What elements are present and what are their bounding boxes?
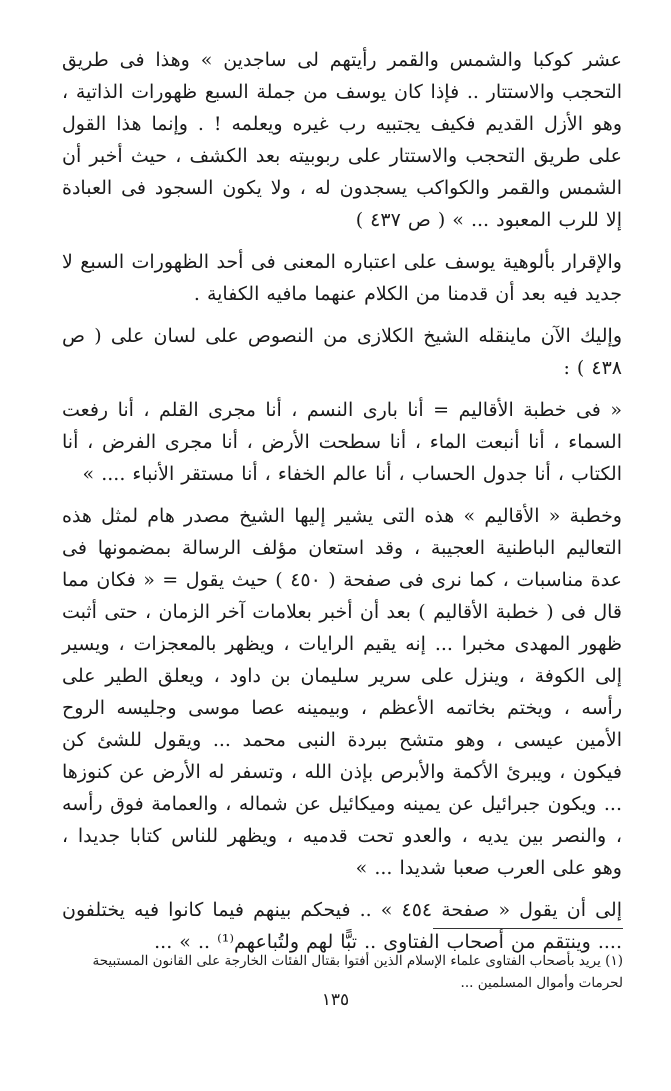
footnote: (١) يريد بأصحاب الفتاوى علماء الإسلام الذين أفتوا بقتال الفئات الخارجة على القانون المستبيحة لحرمات وأموال المسلمين ... (92, 952, 623, 991)
footnote-divider (433, 928, 623, 929)
paragraph-3: وإليك الآن ماينقله الشيخ الكلازى من النصوص على لسان على ( ص ٤٣٨ ) : (62, 325, 622, 379)
page-number: ١٣٥ (321, 990, 350, 1010)
paragraph-5: وخطبة « الأقاليم » هذه التى يشير إليها الشيخ مصدر هام لمثل هذه التعاليم الباطنية العجيبة ، وقد استعان مؤلف الرسالة بمضمونها فى عدة مناسبات ، كما نرى فى صفحة ( ٤٥٠ ) حيث يقول = « فكان مما قال فى ( خطبة الأقاليم ) بعد أن أخبر بعلامات آخر الزمان ، حتى أثبت ظهور المهدى مخبرا ... إنه يقيم الرايات ، ويظهر بالمعجزات ، ويسير إلى الكوفة ، وينزل على سرير سليمان بن داود ، ويعلق الطير على رأسه ، ويختم بخاتمه الأعظم ، وبيمينه عصا موسى وجليسه الروح الأمين عيسى ، وهو متشح ببردة النبى محمد ... ويقول للشئ كن فيكون ، ويبرئ الأكمة والأبرص بإذن الله ، وتسفر له الأرض عن كنوزها ... ويكون جبرائيل عن يمينه وميكائيل عن شماله ، والعمامة فوق رأسه ، والنصر بين يديه ، والعدو تحت قدميه ، ويظهر للناس كتابا جديدا ، وهو على العرب صعبا شديدا ... » (62, 505, 623, 879)
page-body (62, 44, 622, 968)
paragraph-1: عشر كوكبا والشمس والقمر رأيتهم لى ساجدين » وهذا فى طريق التحجب والاستتار .. فإذا كان يوسف من جملة السبع ظهورات الذاتية ، وهو الأزل القديم فكيف يجتبيه رب غيره ويعلمه ! . وإنما هذا القول على طريق التحجب والاستتار على ربوبيته بعد الكشف ، حيث أخبر أن الشمس والقمر والكواكب يسجدون له ، ولا يكون السجود فى العبادة إلا للرب المعبود ... » ( ص ٤٣٧ ) (62, 49, 622, 231)
paragraph-2: والإقرار بألوهية يوسف على اعتباره المعنى فى أحد الظهورات السبع لا جديد فيه بعد أن قدمنا من الكلام عنهما مافيه الكفاية . (62, 251, 622, 305)
paragraph-4-quote: « فى خطبة الأقاليم = أنا بارى النسم ، أنا مجرى القلم ، أنا رفعت السماء ، أنا أنبعت الماء ، أنا سطحت الأرض ، أنا مجرى الفرض ، أنا الكتاب ، أنا جدول الحساب ، أنا عالم الخفاء ، أنا مستقر الأنباء .... » (62, 399, 622, 485)
paragraph-6: إلى أن يقول « صفحة ٤٥٤ » .. فيحكم بينهم فيما كانوا فيه يختلفون .... وينتقم من أصحاب الفتاوى .. تبًّا لهم ولتُباعهم⁽¹⁾ .. » ... (62, 899, 622, 953)
